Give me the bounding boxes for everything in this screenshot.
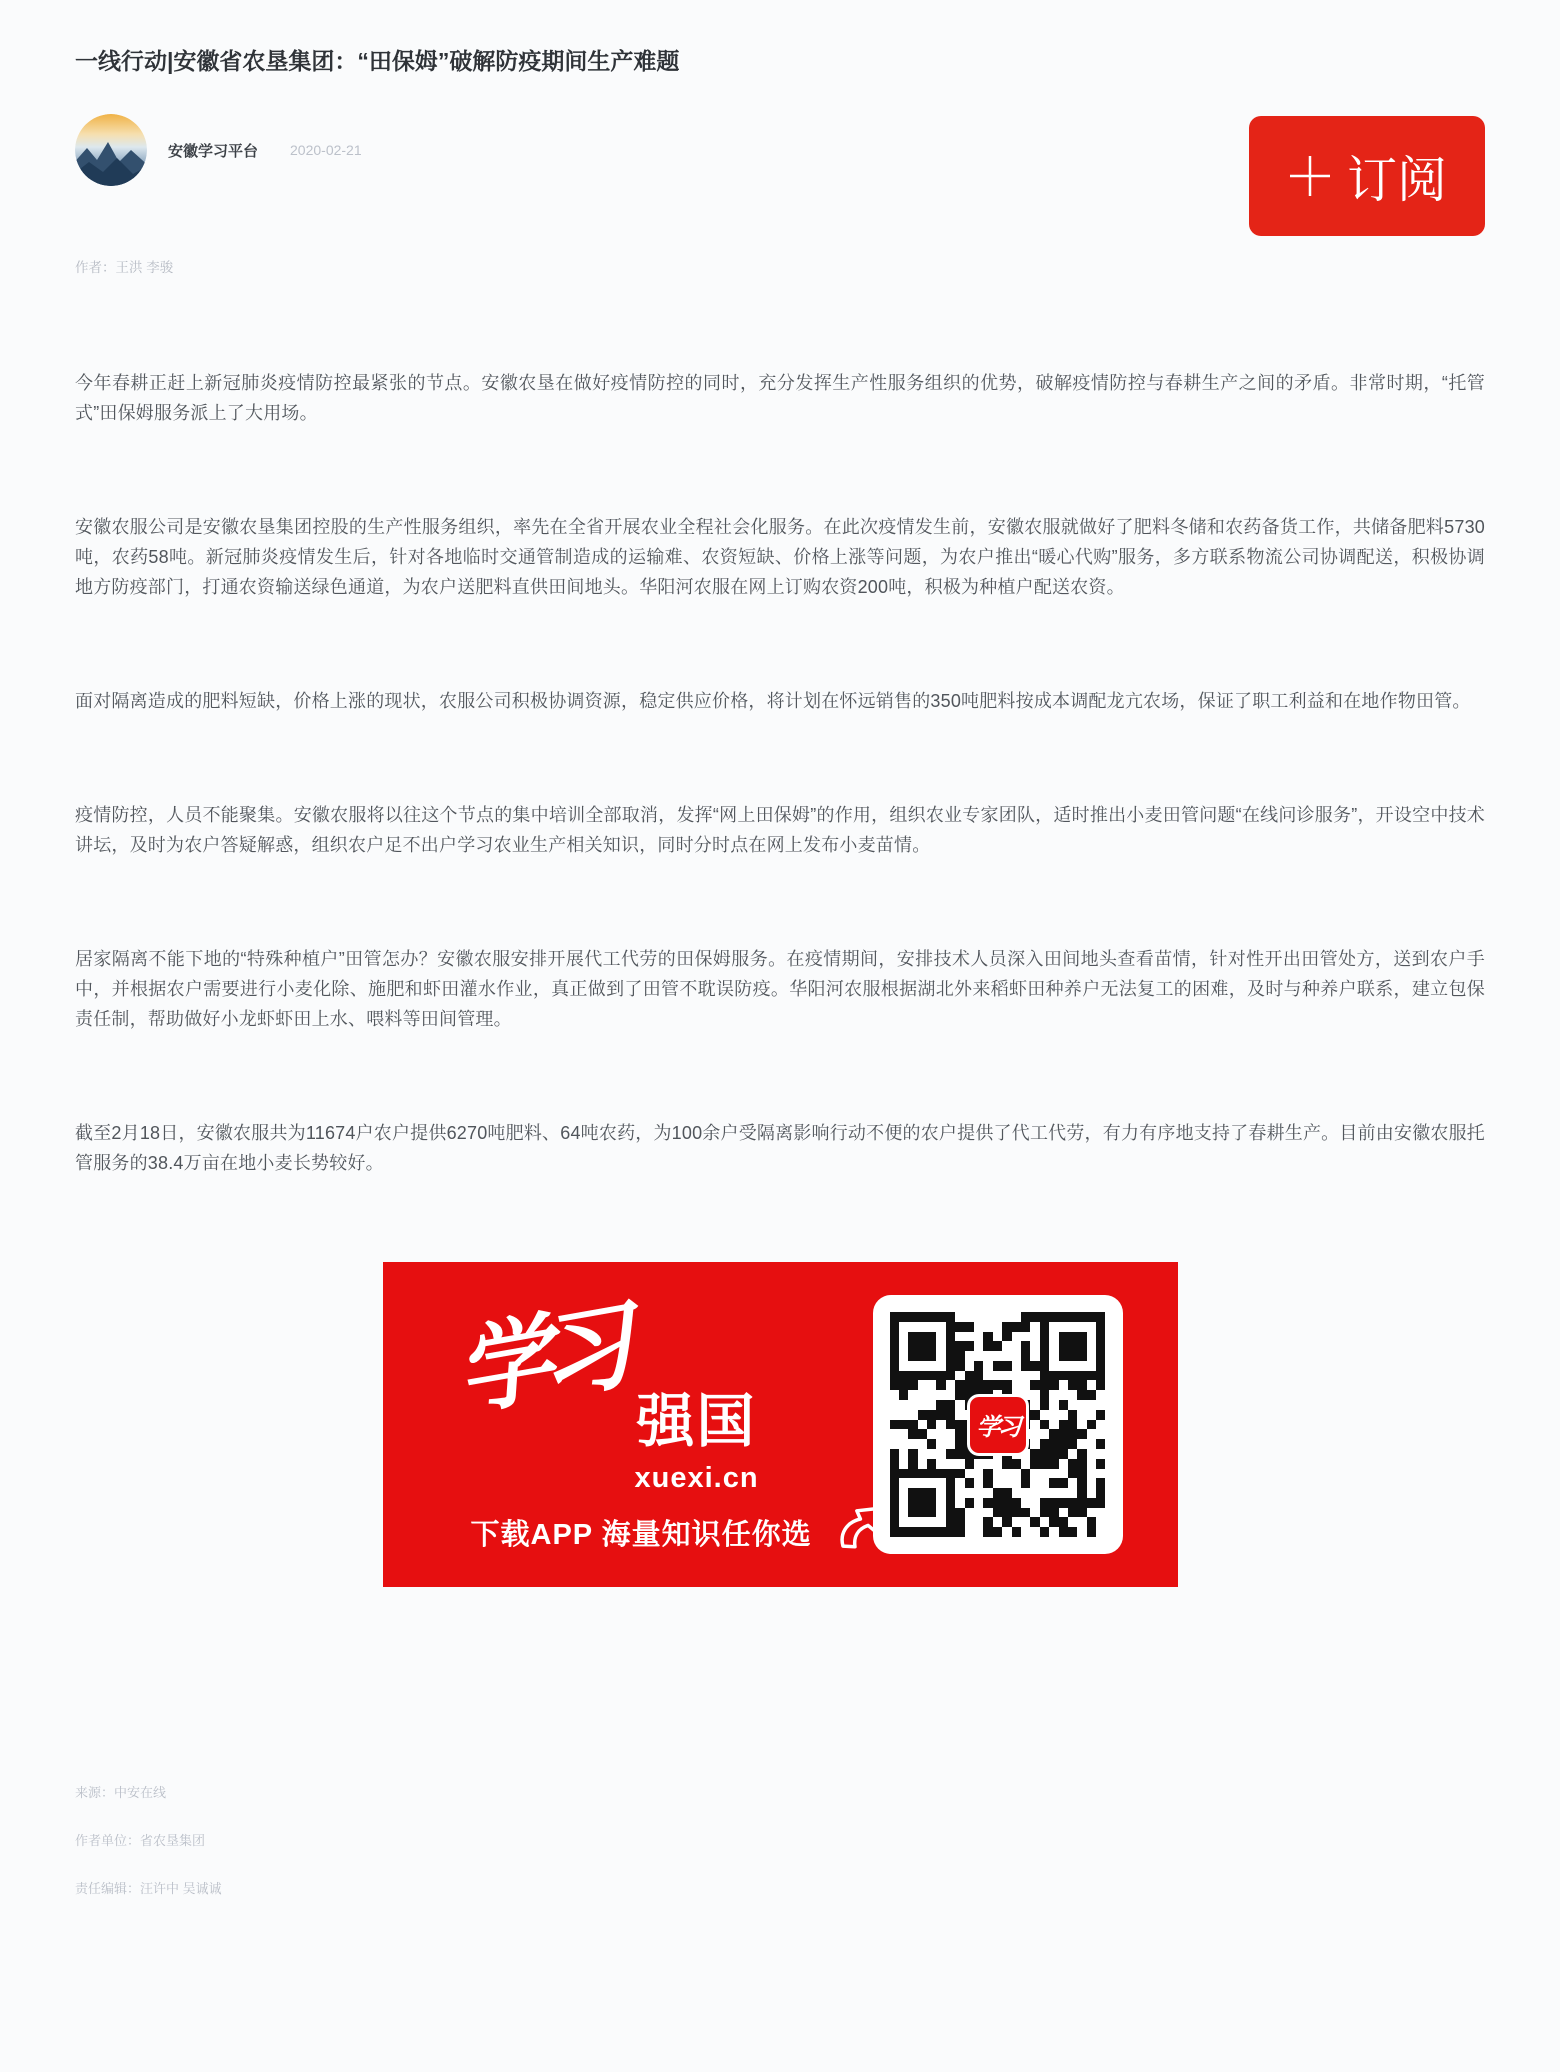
subscribe-label: 订阅 [1347,152,1447,208]
xuexi-script-logo: 学习 [447,1289,629,1430]
paragraph: 安徽农服公司是安徽农垦集团控股的生产性服务组织，率先在全省开展农业全程社会化服务。在此次疫情发生前，安徽农服就做好了肥料冬储和农药备货工作，共储备肥料5730吨，农药58吨。新冠肺炎疫情发生后，针对各地临时交通管制造成的运输难、农资短缺、价格上涨等问题，为农户推出“暖心代购”服务，多方联系物流公司协调配送，积极协调地方防疫部门，打通农资输送绿色通道，为农户送肥料直供田间地头。华阳河农服在网上订购农资200吨，积极为种植户配送农资。 [75,517,1485,597]
paragraph: 面对隔离造成的肥料短缺，价格上涨的现状，农服公司积极协调资源，稳定供应价格，将计划在怀远销售的350吨肥料按成本调配龙亢农场，保证了职工利益和在地作物田管。 [75,691,1471,711]
subscribe-button[interactable] [1249,116,1485,236]
byline: 作者：王洪 李骏 [75,260,174,275]
author-row [75,114,1485,208]
xuexi-domain: xuexi.cn [634,1462,759,1494]
article-body [75,368,1485,1178]
qr-center-logo: 学习 [967,1394,1029,1456]
mountain-avatar-image [75,114,147,186]
footer-source: 来源：中安在线 [75,1785,167,1800]
qiangguo-logo-block [635,1374,759,1495]
source-name[interactable]: 安徽学习平台 [168,142,259,160]
banner-tagline: 下载APP 海量知识任你选 [470,1519,812,1551]
avatar[interactable] [75,114,147,186]
publish-date: 2020-02-21 [290,142,362,158]
footer-author-unit: 作者单位：省农垦集团 [75,1833,206,1848]
page-title: 一线行动|安徽省农垦集团：“田保姆”破解防疫期间生产难题 [75,48,680,74]
article-footer [75,1782,1485,1897]
footer-editor: 责任编辑：汪许中 吴诚诚 [75,1881,222,1896]
banner-tagline-row [471,1497,890,1553]
xuexi-promo-banner [383,1262,1178,1587]
paragraph: 今年春耕正赶上新冠肺炎疫情防控最紧张的节点。安徽农垦在做好疫情防控的同时，充分发挥生产性服务组织的优势，破解疫情防控与春耕生产之间的矛盾。非常时期，“托管式”田保姆服务派上了大用场。 [75,373,1485,423]
paragraph: 截至2月18日，安徽农服共为11674户农户提供6270吨肥料、64吨农药，为100余户受隔离影响行动不便的农户提供了代工代劳，有力有序地支持了春耕生产。目前由安徽农服托管服务的38.4万亩在地小麦长势较好。 [75,1123,1485,1173]
paragraph: 居家隔离不能下地的“特殊种植户”田管怎办？安徽农服安排开展代工代劳的田保姆服务。在疫情期间，安排技术人员深入田间地头查看苗情，针对性开出田管处方，送到农户手中，并根据农户需要进行小麦化除、施肥和虾田灌水作业，真正做到了田管不耽误防疫。华阳河农服根据湖北外来稻虾田种养户无法复工的困难，及时与种养户联系，建立包保责任制，帮助做好小龙虾虾田上水、喂料等田间管理。 [75,949,1485,1029]
qr-panel [873,1295,1123,1554]
qiangguo-logo: 强国 [636,1389,757,1454]
plus-icon [1287,153,1333,199]
paragraph: 疫情防控，人员不能聚集。安徽农服将以往这个节点的集中培训全部取消，发挥“网上田保姆”的作用，组织农业专家团队，适时推出小麦田管问题“在线问诊服务”，开设空中技术讲坛，及时为农户答疑解惑，组织农户足不出户学习农业生产相关知识，同时分时点在网上发布小麦苗情。 [75,805,1485,855]
